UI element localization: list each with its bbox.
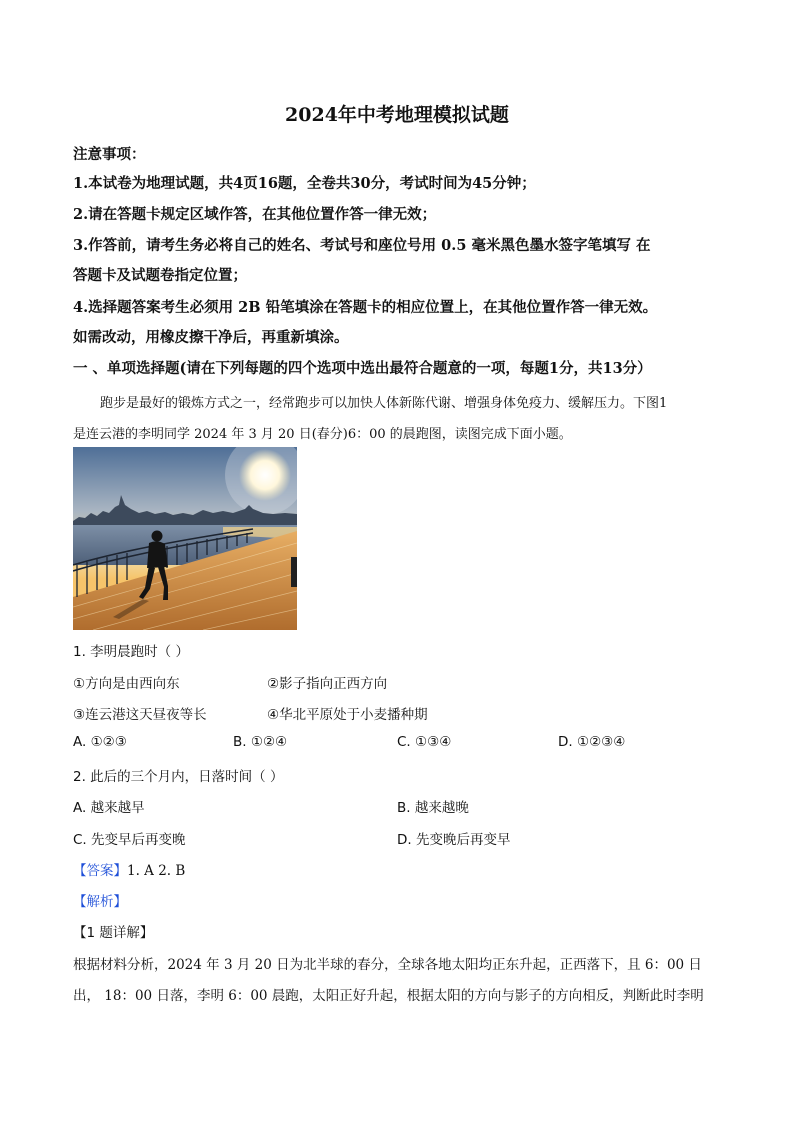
q2-option-d: D. 先变晚后再变早: [397, 832, 511, 848]
notice-item: 4.选择题答案考生必须用 2B 铅笔填涂在答题卡的相应位置上，在其他位置作答一律无效。: [73, 299, 658, 316]
q1-statement: ③连云港这天昼夜等长: [73, 707, 207, 723]
page-title: 2024年中考地理模拟试题: [285, 104, 509, 126]
question-1-stem: 1. 李明晨跑时（ ）: [73, 644, 189, 660]
q2-option-a: A. 越来越早: [73, 800, 145, 816]
material-text: 是连云港的李明同学 2024 年 3 月 20 日(春分)6：00 的晨跑图，读图完成下面小题。: [73, 427, 572, 442]
answer-line: [73, 859, 185, 879]
question-2-stem: 2. 此后的三个月内，日落时间（ ）: [73, 769, 284, 785]
notice-item: 如需改动，用橡皮擦干净后，再重新填涂。: [73, 329, 349, 346]
notice-heading: 注意事项：: [73, 146, 146, 163]
q1-option-b: B. ①②④: [233, 734, 288, 750]
detail-text: 出， 18：00 日落，李明 6：00 晨跑，太阳正好升起，根据太阳的方向与影子的方向相反，判断此时李明: [73, 988, 704, 1004]
q2-option-c: C. 先变早后再变晚: [73, 832, 186, 848]
material-text: 跑步是最好的锻炼方式之一，经常跑步可以加快人体新陈代谢、增强身体免疫力、缓解压力。下图1: [100, 396, 668, 411]
q1-option-d: D. ①②③④: [558, 734, 626, 750]
notice-item: 3.作答前，请考生务必将自己的姓名、考试号和座位号用 0.5 毫米黑色墨水签字笔填写 在: [73, 237, 651, 254]
section-heading: 一 、单项选择题(请在下列每题的四个选项中选出最符合题意的一项，每题1分，共13分）: [73, 360, 652, 377]
notice-item: 2.请在答题卡规定区域作答，在其他位置作答一律无效；: [73, 206, 437, 223]
q2-option-b: B. 越来越晚: [397, 800, 469, 816]
q1-option-a: A. ①②③: [73, 734, 127, 750]
q1-statement: ④华北平原处于小麦播种期: [267, 707, 428, 723]
notice-item: 答题卡及试题卷指定位置；: [73, 267, 247, 284]
analysis-tag: 【解析】: [73, 894, 127, 910]
detail-tag: 【1 题详解】: [73, 925, 154, 941]
answer-tag: 【答案】: [73, 863, 127, 879]
q1-statement: ②影子指向正西方向: [267, 676, 388, 692]
notice-item: 1.本试卷为地理试题，共4页16题，全卷共30分，考试时间为45分钟；: [73, 175, 536, 192]
q1-option-c: C. ①③④: [397, 734, 452, 750]
answer-text: 1. A 2. B: [127, 863, 186, 879]
q1-statement: ①方向是由西向东: [73, 676, 180, 692]
detail-text: 根据材料分析，2024 年 3 月 20 日为北半球的春分，全球各地太阳均正东升起，正西落下，且 6：00 日: [73, 957, 702, 973]
morning-run-photo: [73, 447, 297, 630]
